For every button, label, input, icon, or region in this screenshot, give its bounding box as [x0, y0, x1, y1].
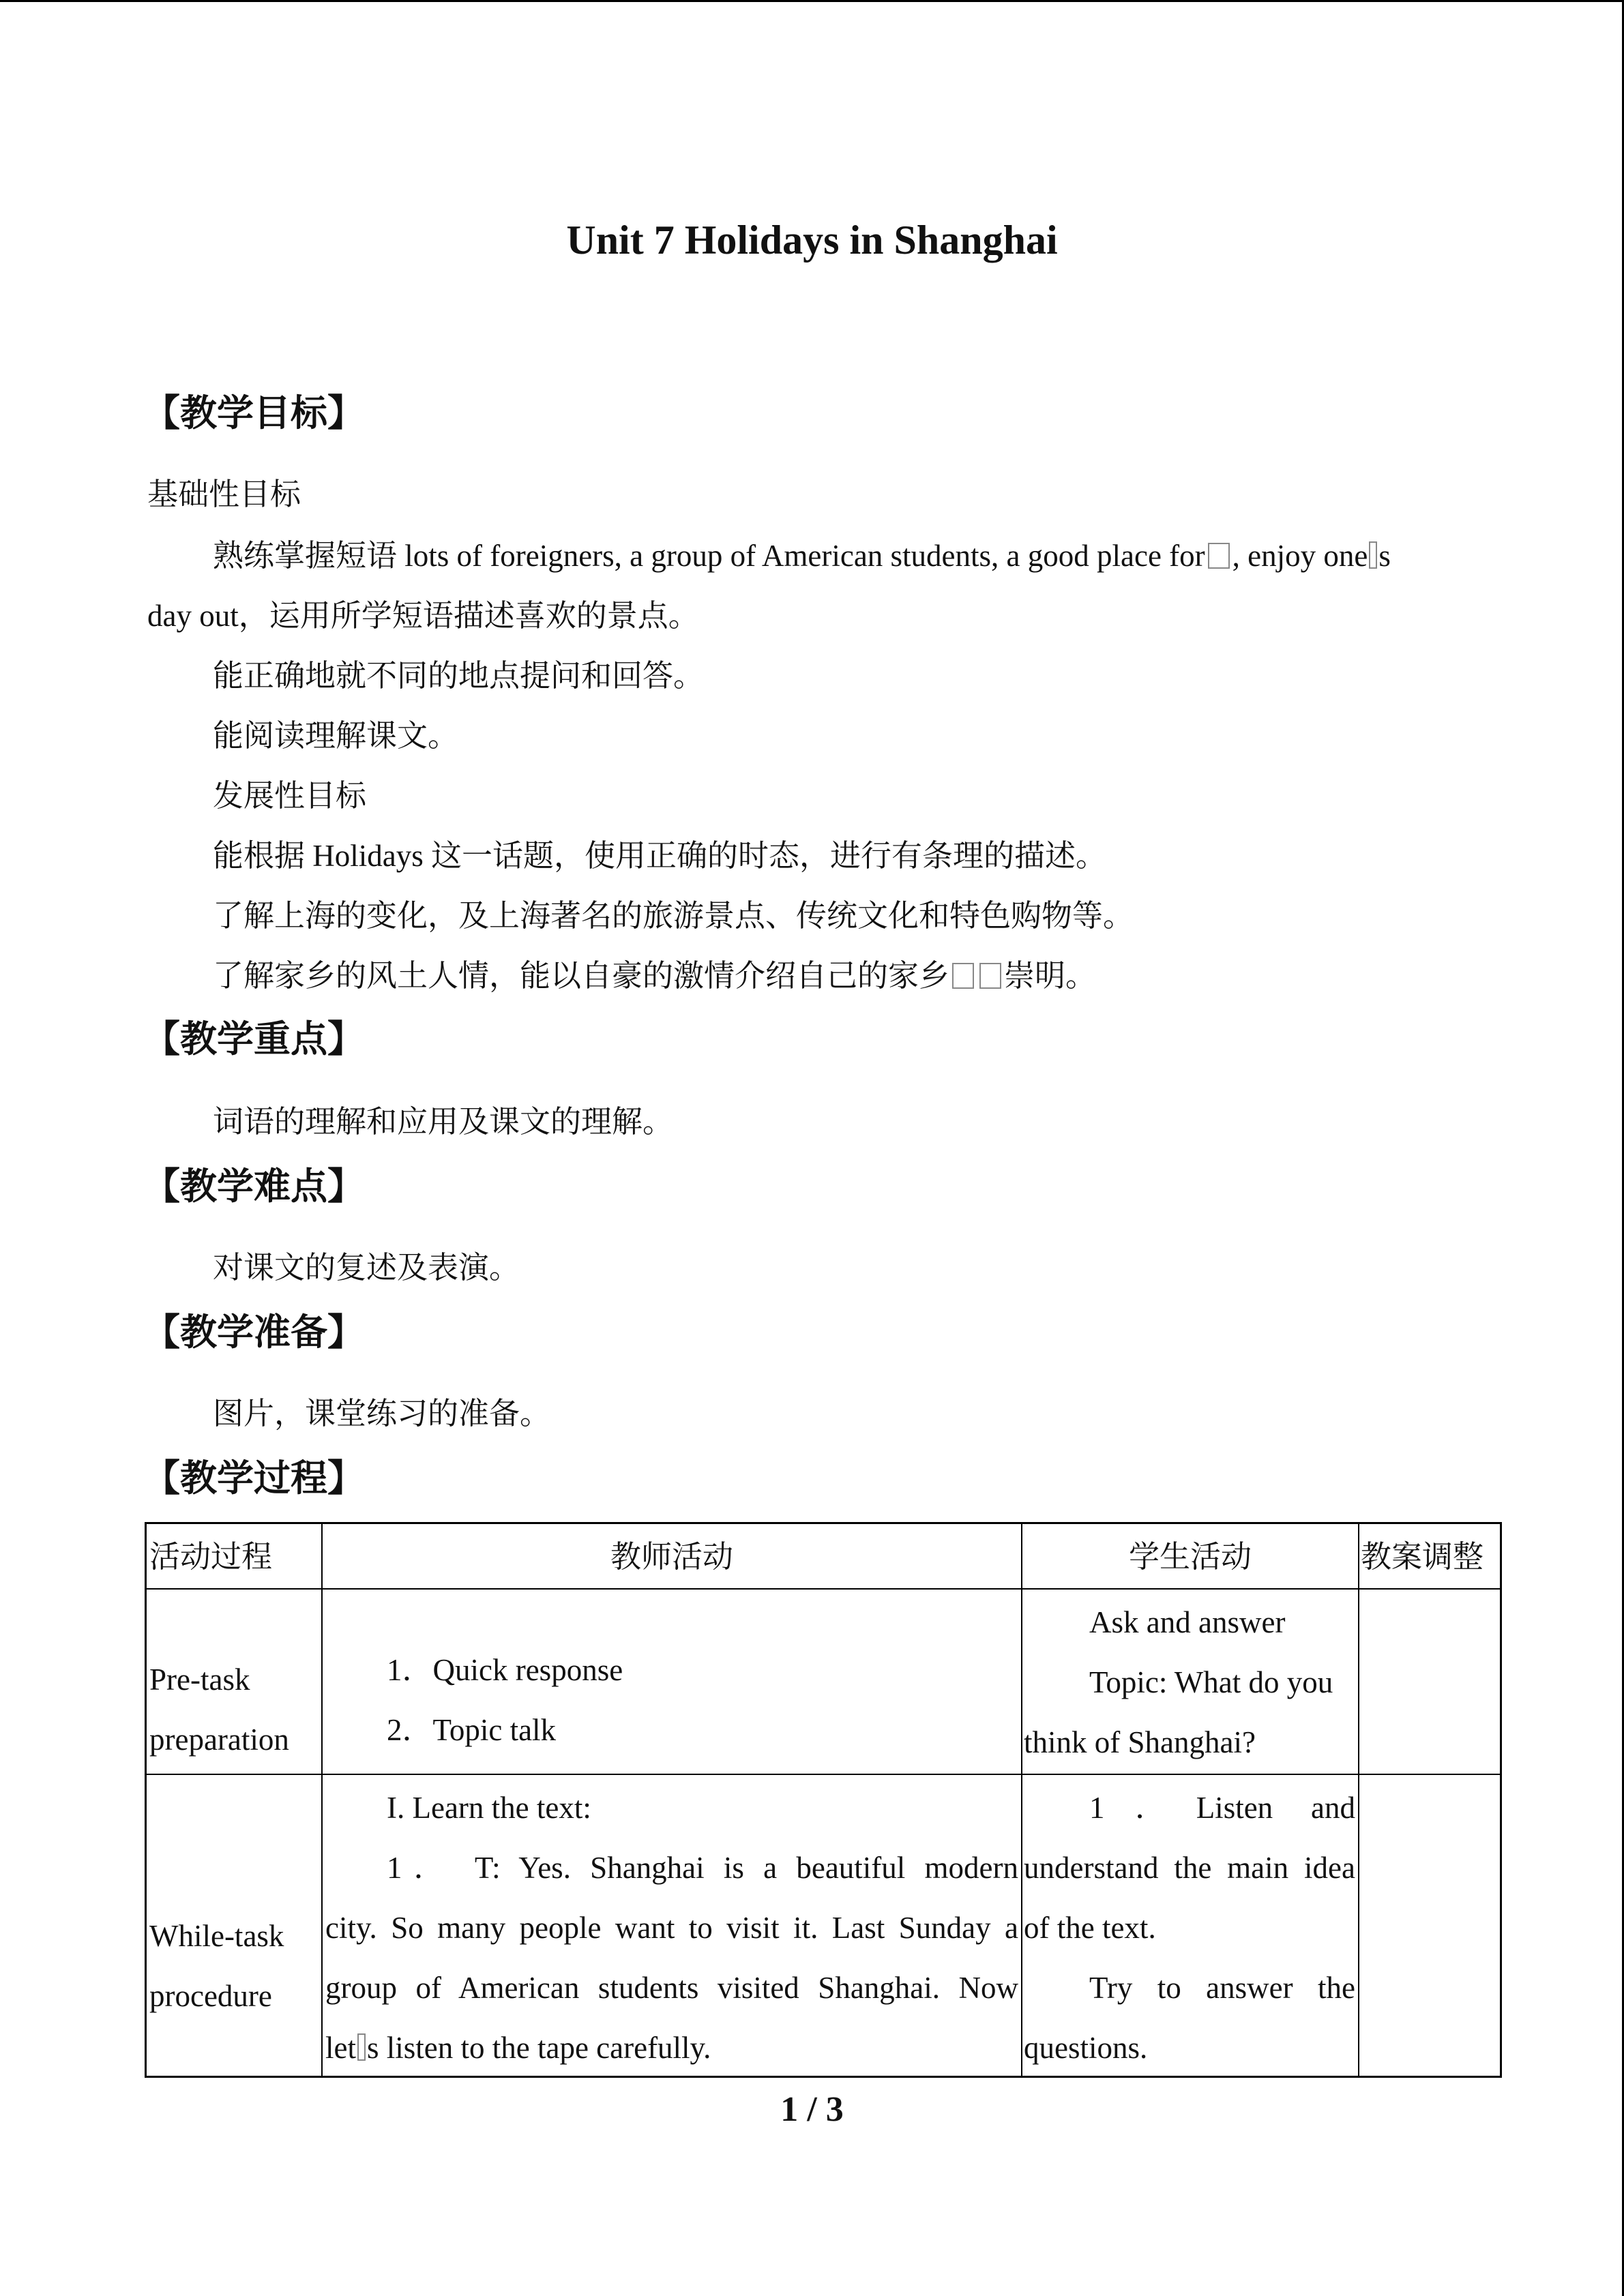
objective-line-3: 能正确地就不同的地点提问和回答。 — [213, 659, 705, 693]
table-row-1-stage-line-2: preparation — [149, 1723, 289, 1757]
objective-line-5: 能根据 Holidays 这一话题，使用正确的时态，进行有条理的描述。 — [213, 839, 1106, 873]
table-row-1-stage-line-1: Pre-task — [149, 1663, 250, 1697]
basic-objectives-label: 基础性目标 — [147, 477, 301, 511]
table-row-2-student-line-5: questions. — [1024, 2031, 1148, 2065]
table-row-2-teacher-line-5: let s listen to the tape carefully. — [325, 2031, 711, 2065]
difficulties-text: 对课文的复述及表演。 — [213, 1251, 520, 1285]
missing-glyph-box — [1208, 543, 1230, 569]
table-row-2-student-line-4: Try to answer the — [1089, 1971, 1355, 2005]
table-row-2-stage-line-2: procedure — [149, 1979, 272, 2013]
table-row-2-teacher-line-4: group of American students visited Shanghai. Now — [325, 1971, 1018, 2005]
table-row-1-teacher-line-1: 1．Quick response — [387, 1653, 623, 1687]
missing-glyph-box — [1369, 541, 1377, 569]
missing-glyph-box — [357, 2033, 366, 2061]
table-row-divider — [147, 1774, 1500, 1775]
page-border-top — [0, 0, 1624, 2]
table-row-2-teacher-line-2: 1． T: Yes. Shanghai is a beautiful modern — [387, 1851, 1018, 1885]
table-row-2-stage-line-1: While-task — [149, 1919, 284, 1953]
table-row-divider — [147, 1588, 1500, 1590]
page-number: 1 / 3 — [780, 2090, 844, 2129]
objective-line-4: 能阅读理解课文。 — [213, 719, 459, 753]
table-row-2-teacher-line-3: city. So many people want to visit it. Last Sunday a — [325, 1911, 1018, 1945]
heading-objectives: 【教学目标】 — [143, 391, 364, 434]
heading-process: 【教学过程】 — [143, 1457, 364, 1500]
objective-line-1: 熟练掌握短语 lots of foreigners, a group of American students, a good place for , enjoy one s — [213, 539, 1391, 573]
table-row-1-teacher-line-2: 2．Topic talk — [387, 1713, 557, 1747]
document-title: Unit 7 Holidays in Shanghai — [566, 218, 1058, 263]
table-row-1-student-line-2: Topic: What do you — [1089, 1665, 1333, 1699]
table-row-2-student-line-2: understand the main idea — [1024, 1851, 1355, 1885]
objective-line-2: day out，运用所学短语描述喜欢的景点。 — [147, 599, 699, 633]
heading-key-points: 【教学重点】 — [143, 1017, 364, 1060]
objective-line-7: 了解家乡的风土人情，能以自豪的激情介绍自己的家乡 崇明。 — [213, 959, 1097, 993]
process-table — [145, 1522, 1502, 2078]
table-column-divider — [1021, 1524, 1022, 2076]
heading-difficulties: 【教学难点】 — [143, 1165, 364, 1208]
table-header-adjust: 教案调整 — [1361, 1540, 1484, 1574]
development-objectives-label: 发展性目标 — [213, 779, 367, 813]
table-column-divider — [1358, 1524, 1359, 2076]
table-row-2-student-line-1: 1．Listen and — [1089, 1791, 1355, 1825]
table-row-2-student-line-3: of the text. — [1024, 1911, 1156, 1945]
table-row-2-teacher-line-1: I. Learn the text: — [387, 1791, 591, 1825]
missing-glyph-box — [979, 963, 1001, 989]
heading-preparation: 【教学准备】 — [143, 1311, 364, 1354]
key-points-text: 词语的理解和应用及课文的理解。 — [213, 1105, 674, 1139]
table-row-1-student-line-1: Ask and answer — [1089, 1605, 1286, 1639]
preparation-text: 图片，课堂练习的准备。 — [213, 1397, 551, 1431]
missing-glyph-box — [952, 963, 974, 989]
table-header-stage: 活动过程 — [149, 1540, 273, 1574]
table-column-divider — [321, 1524, 323, 2076]
table-header-teacher: 教师活动 — [610, 1540, 733, 1574]
objective-line-6: 了解上海的变化，及上海著名的旅游景点、传统文化和特色购物等。 — [213, 899, 1134, 933]
table-row-1-student-line-3: think of Shanghai? — [1024, 1725, 1256, 1759]
table-header-student: 学生活动 — [1128, 1540, 1252, 1574]
